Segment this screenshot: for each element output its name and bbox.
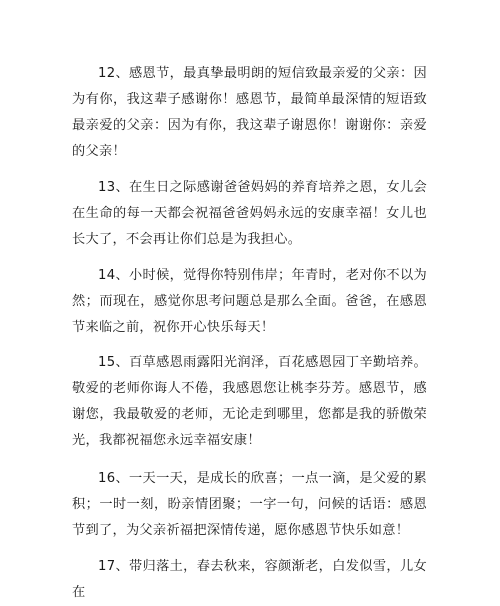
- paragraph-14: 14、小时候，觉得你特别伟岸；年青时，老对你不以为然；而现在，感觉你思考问题总是那么全面。爸爸，在感恩节来临之前，祝你开心快乐每天！: [72, 268, 427, 335]
- paragraph-12: 12、感恩节，最真挚最明朗的短信致最亲爱的父亲：因为有你，我这辈子感谢你！感恩节，最简单最深情的短语致最亲爱的父亲：因为有你，我这辈子谢恩你！谢谢你：亲爱的父亲！: [72, 66, 427, 159]
- paragraph-15: 15、百草感恩雨露阳光润泽，百花感恩园丁辛勤培养。敬爱的老师你诲人不倦，我感恩您让桃李芬芳。感恩节，感谢您，我最敬爱的老师，无论走到哪里，您都是我的骄傲荣光，我都祝福您永远幸福安康！: [72, 355, 427, 448]
- paragraph-13: 13、在生日之际感谢爸爸妈妈的养育培养之恩，女儿会在生命的每一天都会祝福爸爸妈妈永远的安康幸福！女儿也长大了，不会再让你们总是为我担心。: [72, 180, 427, 247]
- paragraph-16: 16、一天一天，是成长的欣喜；一点一滴，是父爱的累积；一时一刻，盼亲情团聚；一字一句，问候的话语：感恩节到了，为父亲祈福把深情传递，愿你感恩节快乐如意！: [72, 471, 427, 538]
- paragraph-17: 17、带归落土，春去秋来，容颜渐老，白发似雪，儿女在: [72, 559, 427, 600]
